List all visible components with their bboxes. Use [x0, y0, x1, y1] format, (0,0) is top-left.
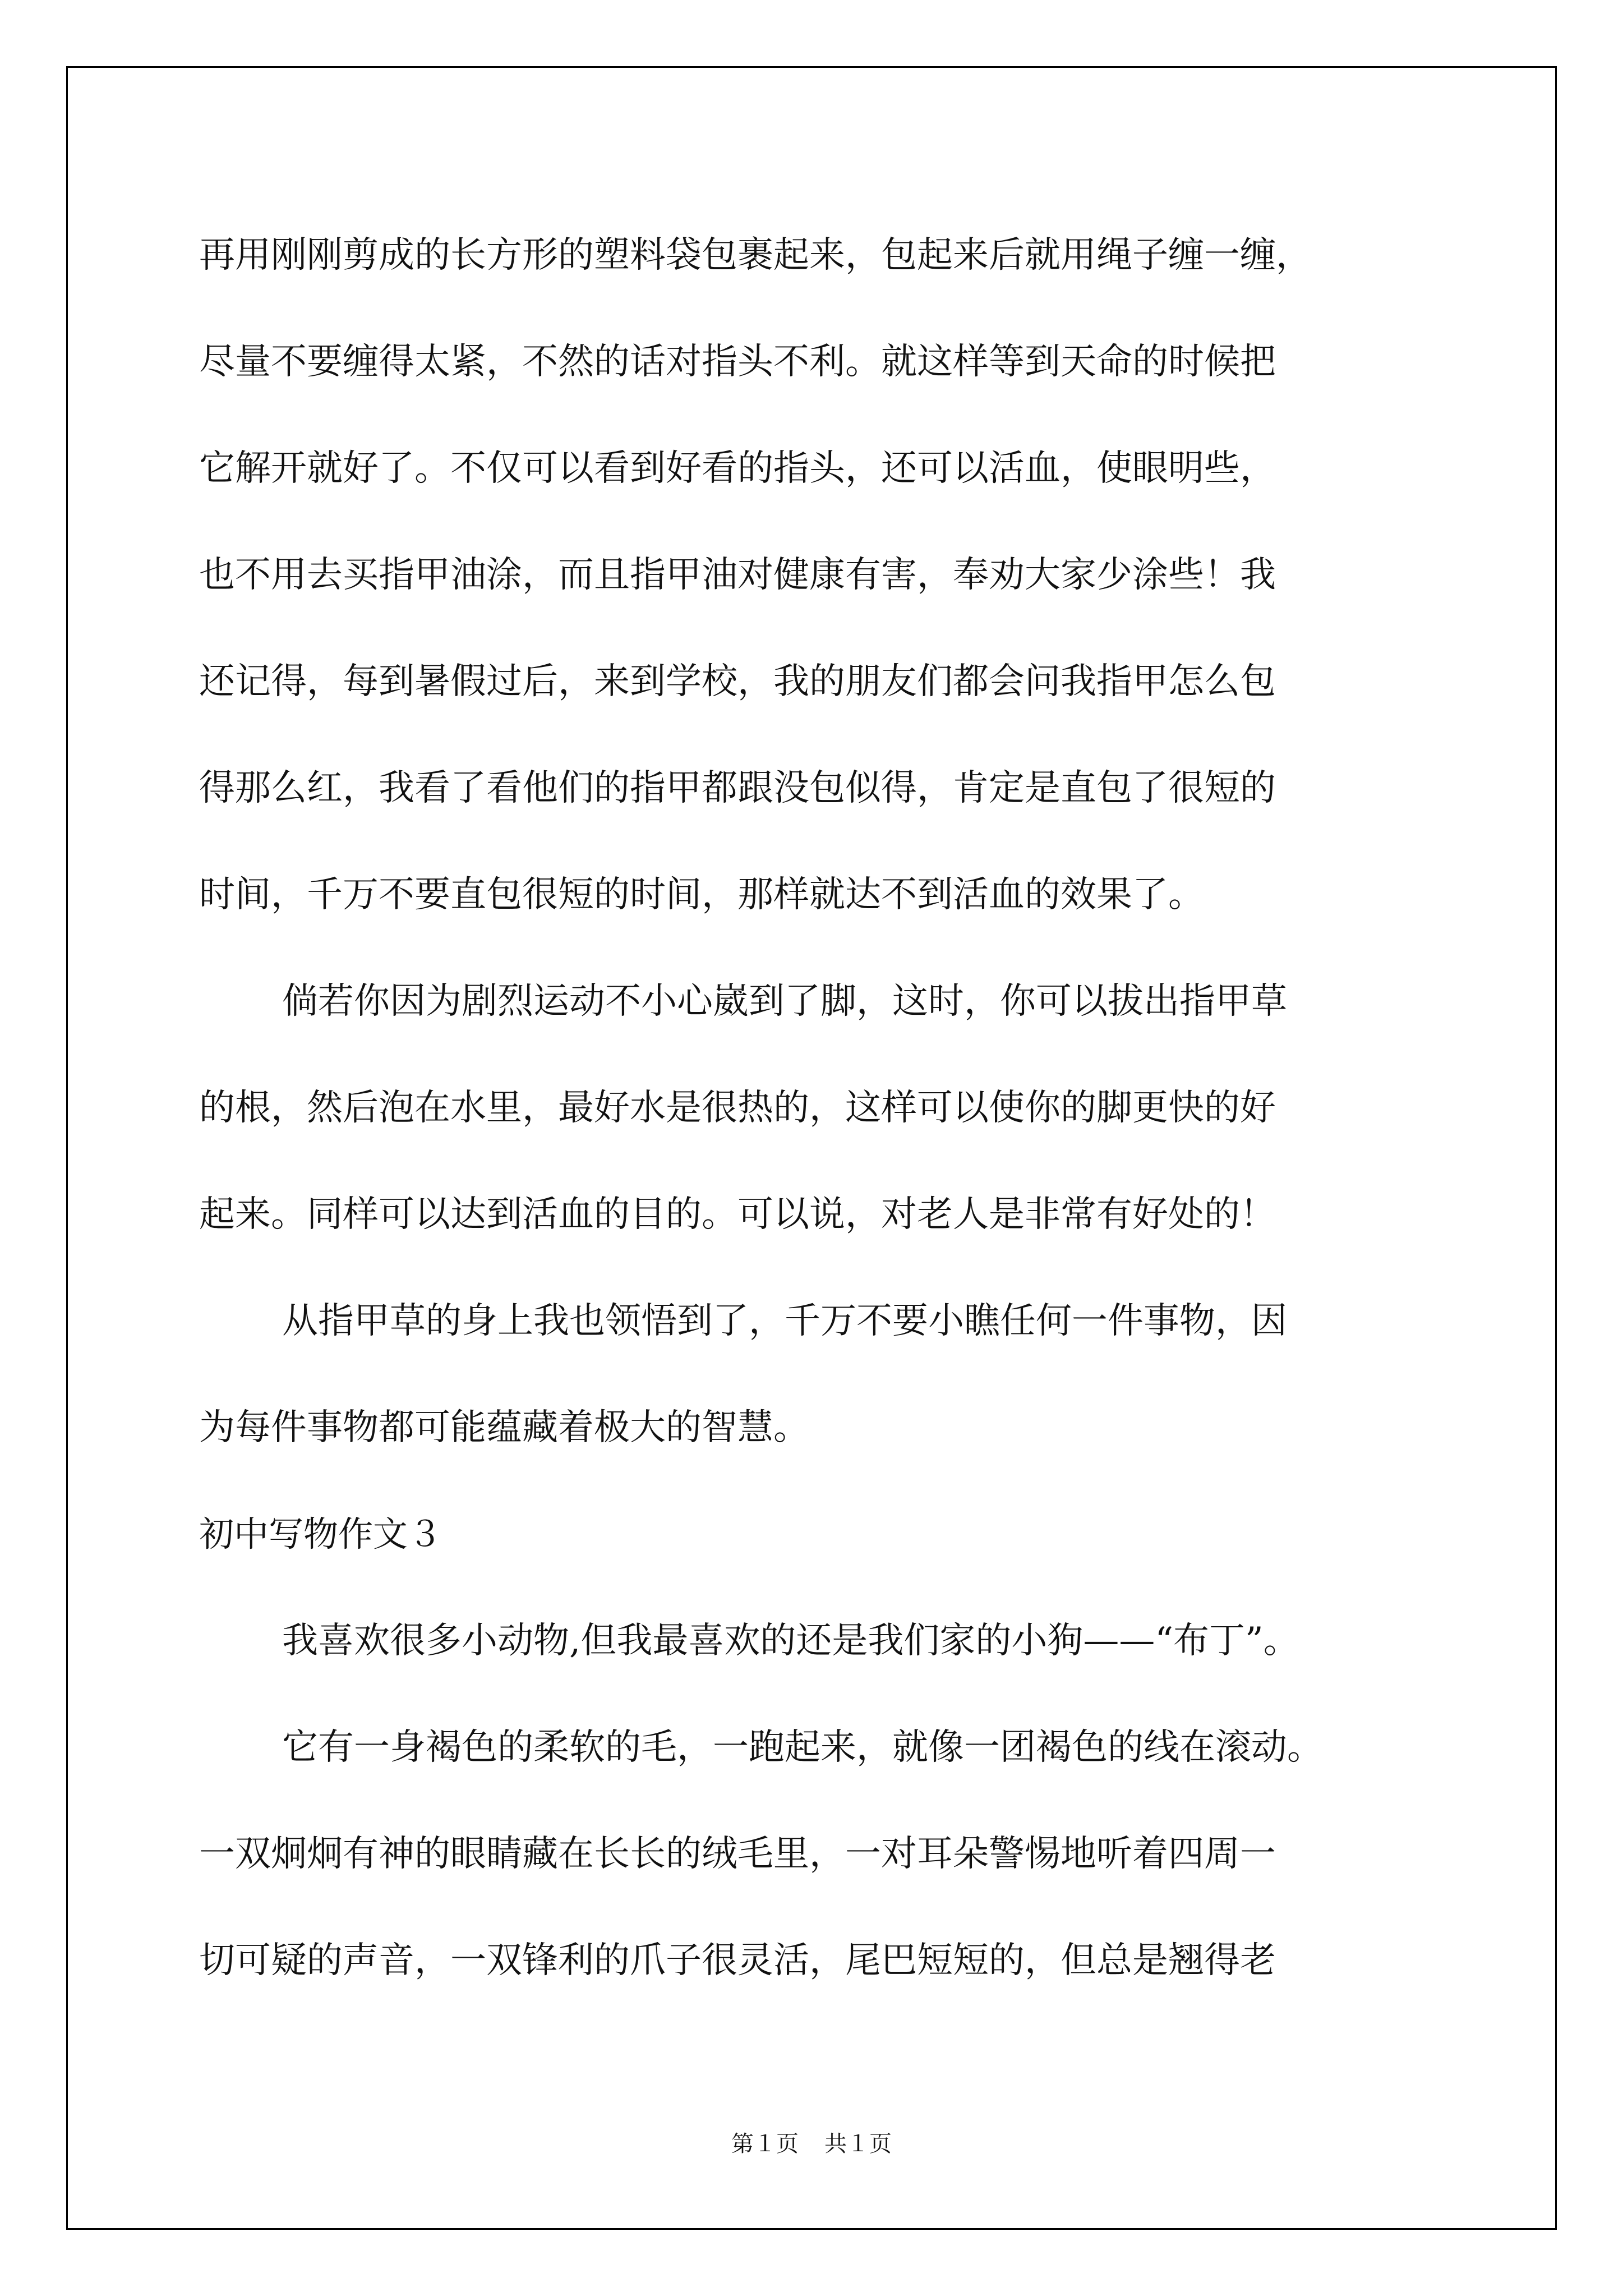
text-line: 切可疑的声音，一双锋利的爪子很灵活，尾巴短短的，但总是翘得老	[199, 1940, 1276, 1981]
page-footer	[0, 2126, 1623, 2158]
text-line: 尽量不要缠得太紧，不然的话对指头不利。就这样等到天命的时候把	[199, 341, 1276, 383]
paragraph-start-line: 倘若你因为剧烈运动不小心崴到了脚，这时，你可以拔出指甲草	[282, 981, 1287, 1022]
text-line: 一双炯炯有神的眼睛藏在长长的绒毛里，一对耳朵警惕地听着四周一	[199, 1833, 1276, 1875]
text-line: 的根，然后泡在水里，最好水是很热的，这样可以使你的脚更快的好	[199, 1087, 1276, 1129]
paragraph-start-line: 它有一身褐色的柔软的毛，一跑起来，就像一团褐色的线在滚动。	[282, 1727, 1323, 1768]
text-line: 再用刚刚剪成的长方形的塑料袋包裹起来，包起来后就用绳子缠一缠，	[199, 234, 1312, 276]
text-line: 它解开就好了。不仅可以看到好看的指头，还可以活血，使眼明些，	[199, 448, 1276, 489]
text-line: 为每件事物都可能蕴藏着极大的智慧。	[199, 1407, 809, 1448]
document-body	[199, 202, 1489, 2014]
text-line: 起来。同样可以达到活血的目的。可以说，对老人是非常有好处的！	[199, 1194, 1276, 1235]
text-line: 还记得，每到暑假过后，来到学校，我的朋友们都会问我指甲怎么包	[199, 661, 1276, 702]
text-line: 时间，千万不要直包很短的时间，那样就达不到活血的效果了。	[199, 874, 1204, 915]
page-total: 共１页	[824, 2131, 892, 2157]
page-number: 第１页	[731, 2131, 799, 2157]
text-line: 得那么红，我看了看他们的指甲都跟没包似得，肯定是直包了很短的	[199, 767, 1276, 809]
paragraph-start-line: 从指甲草的身上我也领悟到了，千万不要小瞧任何一件事物，因	[282, 1300, 1287, 1342]
section-heading: 初中写物作文３	[199, 1513, 443, 1554]
text-line: 也不用去买指甲油涂，而且指甲油对健康有害，奉劝大家少涂些！我	[199, 554, 1276, 596]
paragraph-start-line: 我喜欢很多小动物,但我最喜欢的还是我们家的小狗——“布丁”。	[282, 1620, 1299, 1662]
